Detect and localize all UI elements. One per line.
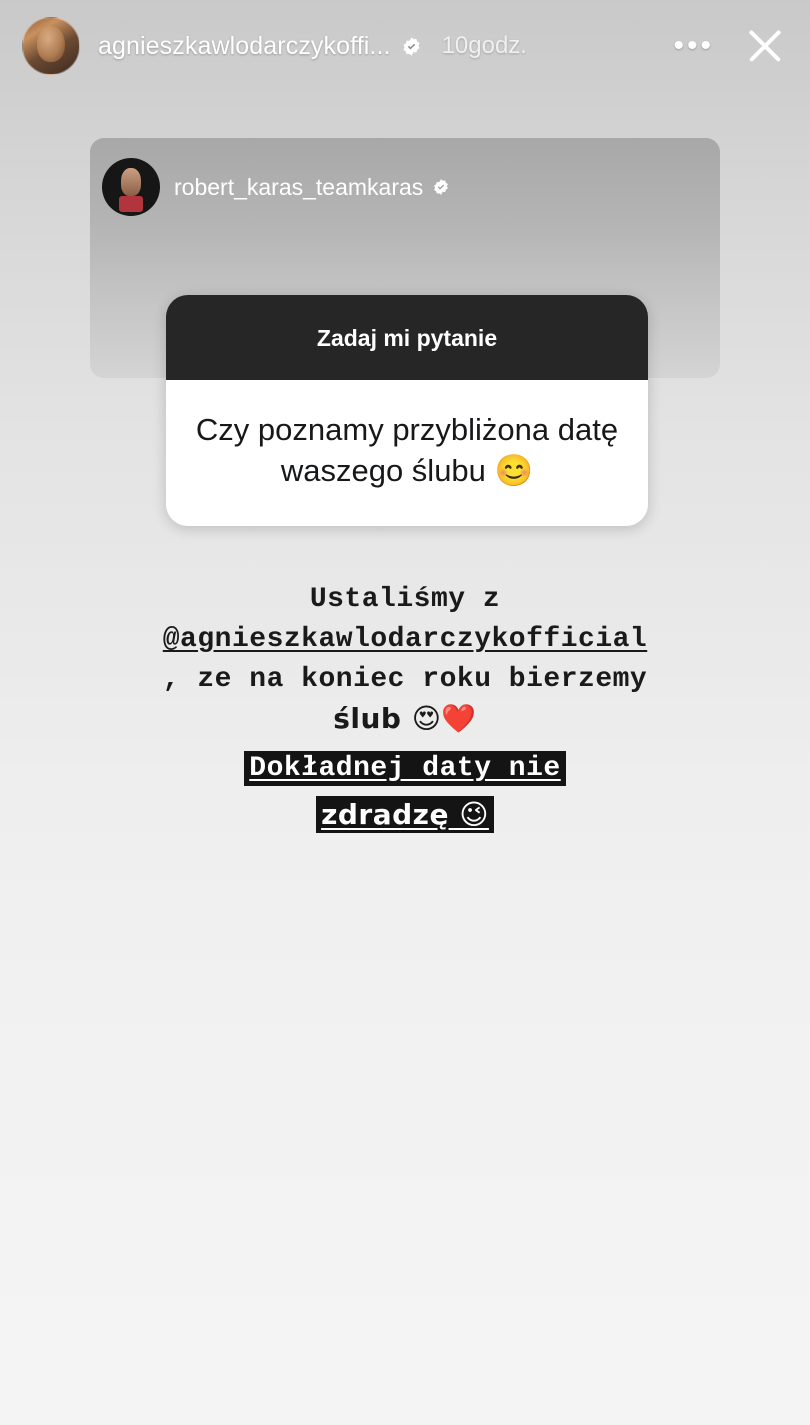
highlight-line-1: Dokładnej daty nie — [244, 751, 565, 786]
reposted-author-avatar[interactable] — [102, 158, 160, 216]
question-sticker-title: Zadaj mi pytanie — [166, 295, 648, 380]
story-author-username[interactable]: agnieszkawlodarczykoffi... — [98, 31, 391, 60]
story-author-avatar[interactable] — [22, 17, 80, 75]
more-options-icon[interactable]: ••• — [673, 29, 714, 62]
verified-badge-icon — [432, 178, 450, 196]
close-icon[interactable] — [742, 23, 788, 69]
answer-line-1: Ustaliśmy z — [309, 584, 501, 615]
highlighted-answer-text — [105, 748, 705, 843]
reposted-author-username[interactable]: robert_karas_teamkaras — [174, 173, 424, 200]
highlight-line-2: zdradzę 😉 — [316, 796, 494, 833]
question-sticker[interactable] — [166, 295, 648, 526]
answer-line-4: ślub 😍❤️ — [333, 702, 477, 736]
verified-badge-icon — [401, 36, 422, 57]
answer-text — [105, 580, 705, 739]
question-sticker-text: Czy poznamy przybliżona datę waszego ślubu 😊 — [166, 380, 648, 526]
story-header — [0, 0, 810, 92]
reposted-story-header — [102, 158, 450, 216]
answer-line-3: , ze na koniec roku bierzemy — [162, 663, 648, 695]
story-timestamp: 10godz. — [441, 32, 527, 59]
answer-mention[interactable]: @agnieszkawlodarczykofficial — [162, 623, 648, 655]
